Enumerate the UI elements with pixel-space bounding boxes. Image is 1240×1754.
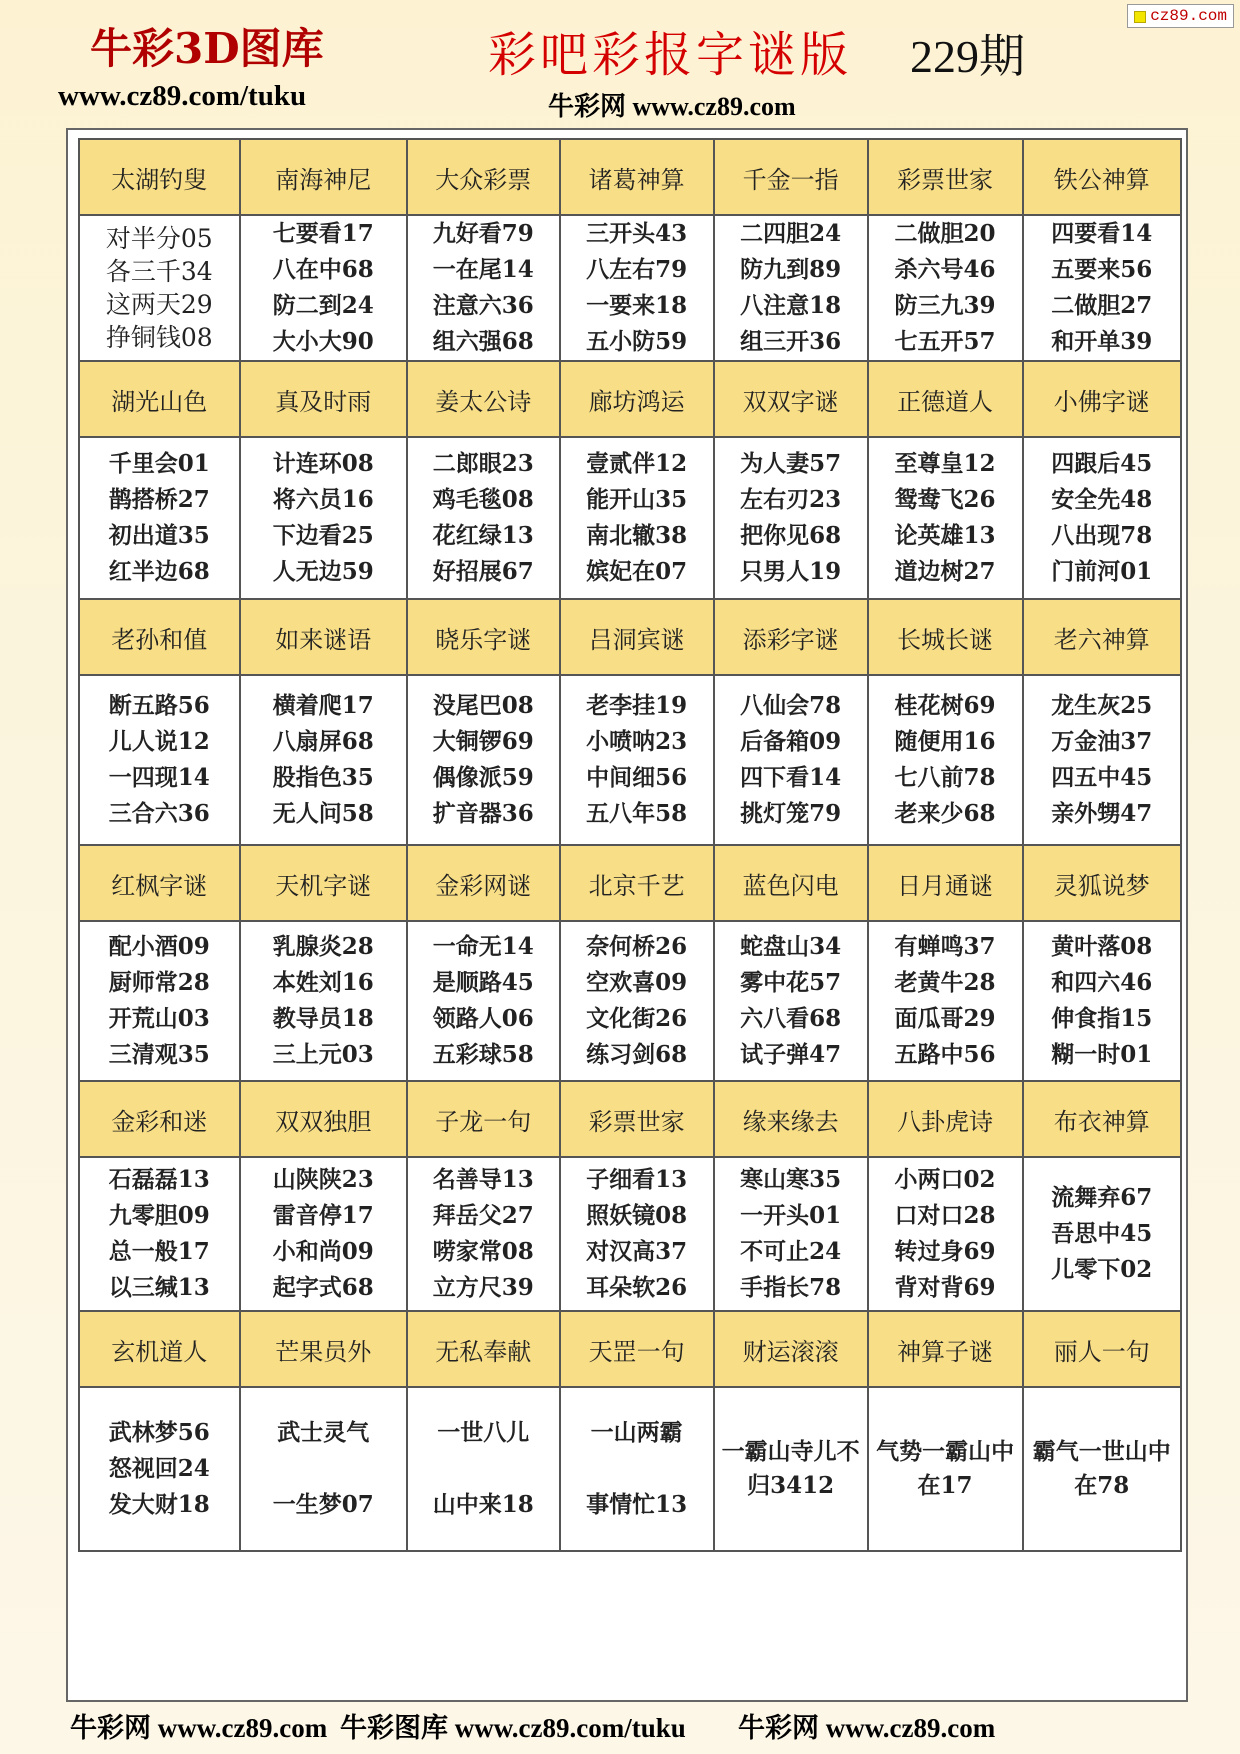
riddle-line: 对半分05 — [105, 224, 213, 253]
brand-url-link[interactable]: www.cz89.com/tuku — [58, 80, 307, 112]
riddle-line: 鹊搭桥27 — [108, 486, 210, 513]
column-header: 灵狐说梦 — [1023, 845, 1181, 921]
footer-link-left[interactable]: 牛彩网 www.cz89.com — [70, 1713, 328, 1743]
riddle-cell — [560, 675, 714, 845]
riddle-line: 配小酒09 — [108, 933, 210, 960]
riddle-line: 组三开36 — [740, 328, 842, 355]
riddle-line: 武士灵气 — [277, 1419, 370, 1446]
riddle-cell — [240, 1157, 407, 1311]
riddle-cell — [79, 675, 240, 845]
riddle-line: 安全先48 — [1051, 486, 1153, 513]
riddle-line: 南北辙38 — [586, 522, 688, 549]
column-header: 双双独胆 — [240, 1081, 407, 1157]
riddle-line: 一霸山寺儿不归3412 — [721, 1438, 860, 1499]
column-header: 晓乐字谜 — [407, 599, 560, 675]
riddle-line: 二四胆24 — [740, 220, 842, 247]
riddle-line: 一山两霸 — [590, 1419, 683, 1446]
riddle-line: 扩音器36 — [432, 800, 534, 827]
riddle-line: 横着爬17 — [272, 692, 374, 719]
riddle-cell — [1023, 1387, 1181, 1551]
riddle-cell — [79, 1387, 240, 1551]
riddle-line: 无人问58 — [272, 800, 374, 827]
riddle-line: 一在尾14 — [432, 256, 534, 283]
column-header: 彩票世家 — [560, 1081, 714, 1157]
riddle-line: 五八年58 — [586, 800, 688, 827]
riddle-cell — [868, 437, 1023, 599]
riddle-cell — [868, 675, 1023, 845]
column-header: 芒果员外 — [240, 1311, 407, 1387]
riddle-line: 大小大90 — [272, 328, 374, 355]
column-header: 小佛字谜 — [1023, 361, 1181, 437]
cell-spacer — [408, 1451, 559, 1487]
riddle-line: 事情忙13 — [586, 1491, 688, 1518]
riddle-line: 老黄牛28 — [894, 969, 996, 996]
riddle-line: 八出现78 — [1051, 522, 1153, 549]
riddle-line: 三开头43 — [586, 220, 688, 247]
column-header: 长城长谜 — [868, 599, 1023, 675]
riddle-line: 儿人说12 — [108, 728, 210, 755]
riddle-line: 小两口02 — [894, 1166, 996, 1193]
riddle-line: 老李挂19 — [586, 692, 688, 719]
riddle-cell — [714, 437, 868, 599]
riddle-line: 起字式68 — [272, 1274, 374, 1301]
riddle-cell — [868, 215, 1023, 361]
riddle-line: 吾思中45 — [1051, 1220, 1153, 1247]
column-header: 大众彩票 — [407, 139, 560, 215]
riddle-line: 下边看25 — [272, 522, 374, 549]
riddle-line: 鸡毛毯08 — [432, 486, 534, 513]
riddle-line: 开荒山03 — [108, 1005, 210, 1032]
riddle-cell — [868, 921, 1023, 1081]
riddle-cell — [1023, 921, 1181, 1081]
column-header: 诸葛神算 — [560, 139, 714, 215]
riddle-line: 子细看13 — [586, 1166, 688, 1193]
riddle-line: 山陕陕23 — [272, 1166, 374, 1193]
column-header: 吕洞宾谜 — [560, 599, 714, 675]
content-row — [79, 1157, 1181, 1311]
riddle-cell — [1023, 675, 1181, 845]
riddle-line: 一命无14 — [432, 933, 534, 960]
header-row — [79, 1081, 1181, 1157]
column-header: 真及时雨 — [240, 361, 407, 437]
riddle-cell — [79, 921, 240, 1081]
riddle-cell — [1023, 1157, 1181, 1311]
column-header: 姜太公诗 — [407, 361, 560, 437]
column-header: 八卦虎诗 — [868, 1081, 1023, 1157]
column-header: 添彩字谜 — [714, 599, 868, 675]
riddle-line: 防二到24 — [272, 292, 374, 319]
column-header: 天罡一句 — [560, 1311, 714, 1387]
riddle-line: 二做胆27 — [1051, 292, 1153, 319]
riddle-line: 一世八儿 — [437, 1419, 530, 1446]
riddle-line: 五彩球58 — [432, 1041, 534, 1068]
column-header: 蓝色闪电 — [714, 845, 868, 921]
riddle-cell — [407, 215, 560, 361]
riddle-cell — [407, 1157, 560, 1311]
cell-spacer — [241, 1451, 406, 1487]
riddle-line: 石磊磊13 — [108, 1166, 210, 1193]
header-row — [79, 845, 1181, 921]
column-header: 金彩网谜 — [407, 845, 560, 921]
riddle-cell — [407, 921, 560, 1081]
riddle-line: 红半边68 — [108, 558, 210, 585]
riddle-line: 蛇盘山34 — [740, 933, 842, 960]
riddle-cell — [560, 215, 714, 361]
riddle-line: 八仙会78 — [740, 692, 842, 719]
riddle-cell — [79, 437, 240, 599]
riddle-line: 七要看17 — [272, 220, 374, 247]
riddle-cell — [240, 921, 407, 1081]
column-header: 彩票世家 — [868, 139, 1023, 215]
riddle-line: 是顺路45 — [432, 969, 534, 996]
riddle-cell — [240, 1387, 407, 1551]
page-title: 彩吧彩报字谜版 — [488, 27, 853, 83]
riddle-line: 拜岳父27 — [432, 1202, 534, 1229]
site-url-link[interactable]: 牛彩网 www.cz89.com — [548, 92, 796, 121]
riddle-cell — [407, 437, 560, 599]
riddle-cell — [560, 437, 714, 599]
riddle-line: 至尊皇12 — [894, 450, 996, 477]
riddle-line: 儿零下02 — [1051, 1256, 1153, 1283]
riddle-line: 一四现14 — [108, 764, 210, 791]
riddle-line: 四下看14 — [740, 764, 842, 791]
riddle-line: 武林梦56 — [108, 1419, 210, 1446]
riddle-line: 把你见68 — [740, 522, 842, 549]
riddle-line: 五路中56 — [894, 1041, 996, 1068]
riddle-line: 雷音停17 — [272, 1202, 374, 1229]
riddle-line: 山中来18 — [432, 1491, 534, 1518]
riddle-line: 以三缄13 — [108, 1274, 210, 1301]
riddle-line: 没尾巴08 — [432, 692, 534, 719]
riddle-line: 糊一时01 — [1051, 1041, 1153, 1068]
riddle-line: 花红绿13 — [432, 522, 534, 549]
column-header: 铁公神算 — [1023, 139, 1181, 215]
riddle-line: 怒视回24 — [108, 1455, 210, 1482]
riddle-cell — [560, 921, 714, 1081]
column-header: 千金一指 — [714, 139, 868, 215]
riddle-line: 万金油37 — [1051, 728, 1153, 755]
riddle-line: 三清观35 — [108, 1041, 210, 1068]
riddle-line: 亲外甥47 — [1051, 800, 1153, 827]
riddle-line: 唠家常08 — [432, 1238, 534, 1265]
riddle-line: 防三九39 — [894, 292, 996, 319]
column-header: 南海神尼 — [240, 139, 407, 215]
riddle-line: 嫔妃在07 — [586, 558, 688, 585]
badge-square-icon — [1134, 11, 1146, 23]
column-header: 老六神算 — [1023, 599, 1181, 675]
riddle-line: 口对口28 — [894, 1202, 996, 1229]
riddle-line: 伸食指15 — [1051, 1005, 1153, 1032]
riddle-cell — [240, 675, 407, 845]
riddle-line: 本姓刘16 — [272, 969, 374, 996]
riddle-line: 老来少68 — [894, 800, 996, 827]
riddle-cell — [714, 1157, 868, 1311]
riddle-line: 龙生灰25 — [1051, 692, 1153, 719]
riddle-line: 七五开57 — [894, 328, 996, 355]
riddle-line: 有蝉鸣37 — [894, 933, 996, 960]
riddle-line: 手指长78 — [740, 1274, 842, 1301]
riddle-line: 鸳鸯飞26 — [894, 486, 996, 513]
column-header: 布衣神算 — [1023, 1081, 1181, 1157]
riddle-cell — [714, 675, 868, 845]
riddle-line: 杀六号46 — [894, 256, 996, 283]
riddle-cell — [560, 1157, 714, 1311]
header-row — [79, 361, 1181, 437]
riddle-line: 三合六36 — [108, 800, 210, 827]
riddle-line: 后备箱09 — [740, 728, 842, 755]
riddle-line: 只男人19 — [740, 558, 842, 585]
content-row — [79, 437, 1181, 599]
riddle-line: 能开山35 — [586, 486, 688, 513]
riddle-line: 文化街26 — [586, 1005, 688, 1032]
riddle-line: 计连环08 — [272, 450, 374, 477]
riddle-line: 左右刃23 — [740, 486, 842, 513]
riddle-line: 道边树27 — [894, 558, 996, 585]
riddle-line: 黄叶落08 — [1051, 933, 1153, 960]
riddle-line: 股指色35 — [272, 764, 374, 791]
riddle-cell — [868, 1387, 1023, 1551]
content-row — [79, 215, 1181, 361]
riddle-line: 小喷呐23 — [586, 728, 688, 755]
column-header: 天机字谜 — [240, 845, 407, 921]
riddle-line: 四要看14 — [1051, 220, 1153, 247]
riddle-line: 四五中45 — [1051, 764, 1153, 791]
column-header: 如来谜语 — [240, 599, 407, 675]
riddle-cell — [240, 215, 407, 361]
column-header: 神算子谜 — [868, 1311, 1023, 1387]
issue-number: 229期 — [910, 31, 1025, 82]
riddle-line: 千里会01 — [108, 450, 210, 477]
riddle-line: 偶像派59 — [432, 764, 534, 791]
riddle-cell — [407, 1387, 560, 1551]
site-badge[interactable] — [1127, 4, 1234, 28]
riddle-line: 乳腺炎28 — [272, 933, 374, 960]
riddle-line: 为人妻57 — [740, 450, 842, 477]
riddle-cell — [1023, 437, 1181, 599]
riddle-line: 桂花树69 — [894, 692, 996, 719]
riddle-line: 九好看79 — [432, 220, 534, 247]
riddle-line: 人无边59 — [272, 558, 374, 585]
column-header: 无私奉献 — [407, 1311, 560, 1387]
riddle-line: 练习剑68 — [586, 1041, 688, 1068]
riddle-cell — [407, 675, 560, 845]
riddle-line: 八扇屏68 — [272, 728, 374, 755]
riddle-line: 领路人06 — [432, 1005, 534, 1032]
riddle-line: 大铜锣69 — [432, 728, 534, 755]
riddle-line: 四跟后45 — [1051, 450, 1153, 477]
riddle-cell — [1023, 215, 1181, 361]
riddle-line: 一要来18 — [586, 292, 688, 319]
riddle-line: 寒山寒35 — [740, 1166, 842, 1193]
riddle-line: 门前河01 — [1051, 558, 1153, 585]
riddle-line: 八在中68 — [272, 256, 374, 283]
riddle-line: 背对背69 — [894, 1274, 996, 1301]
riddle-cell — [714, 215, 868, 361]
badge-text: cz89.com — [1150, 7, 1227, 25]
riddle-line: 二郎眼23 — [432, 450, 534, 477]
riddle-line: 五要来56 — [1051, 256, 1153, 283]
riddle-line: 照妖镜08 — [586, 1202, 688, 1229]
riddle-line: 试子弹47 — [740, 1041, 842, 1068]
riddle-cell — [714, 1387, 868, 1551]
riddle-line: 一开头01 — [740, 1202, 842, 1229]
riddle-line: 转过身69 — [894, 1238, 996, 1265]
column-header: 玄机道人 — [79, 1311, 240, 1387]
riddle-line: 五小防59 — [586, 328, 688, 355]
content-row — [79, 675, 1181, 845]
riddle-line: 三上元03 — [272, 1041, 374, 1068]
riddle-line: 挣铜钱08 — [105, 323, 213, 352]
riddle-cell — [79, 215, 240, 361]
riddle-line: 断五路56 — [108, 692, 210, 719]
riddle-line: 二做胆20 — [894, 220, 996, 247]
column-header: 双双字谜 — [714, 361, 868, 437]
riddle-line: 名善导13 — [432, 1166, 534, 1193]
column-header: 太湖钓叟 — [79, 139, 240, 215]
column-header: 湖光山色 — [79, 361, 240, 437]
column-header: 北京千艺 — [560, 845, 714, 921]
riddle-line: 小和尚09 — [272, 1238, 374, 1265]
column-header: 子龙一句 — [407, 1081, 560, 1157]
header-row — [79, 1311, 1181, 1387]
riddle-line: 八注意18 — [740, 292, 842, 319]
riddle-line: 七八前78 — [894, 764, 996, 791]
riddle-line: 不可止24 — [740, 1238, 842, 1265]
riddle-line: 对汉高37 — [586, 1238, 688, 1265]
riddle-cell — [868, 1157, 1023, 1311]
column-header: 红枫字谜 — [79, 845, 240, 921]
riddle-board — [66, 128, 1188, 1702]
riddle-line: 随便用16 — [894, 728, 996, 755]
riddle-line: 耳朵软26 — [586, 1274, 688, 1301]
riddle-line: 论英雄13 — [894, 522, 996, 549]
column-header: 缘来缘去 — [714, 1081, 868, 1157]
riddle-line: 面瓜哥29 — [894, 1005, 996, 1032]
column-header: 正德道人 — [868, 361, 1023, 437]
riddle-line: 组六强68 — [432, 328, 534, 355]
riddle-line: 好招展67 — [432, 558, 534, 585]
riddle-line: 和开单39 — [1051, 328, 1153, 355]
riddle-line: 初出道35 — [108, 522, 210, 549]
column-header: 日月通谜 — [868, 845, 1023, 921]
column-header: 财运滚滚 — [714, 1311, 868, 1387]
riddle-line: 注意六36 — [432, 292, 534, 319]
riddle-line: 雾中花57 — [740, 969, 842, 996]
column-header: 金彩和迷 — [79, 1081, 240, 1157]
riddle-line: 流舞弃67 — [1051, 1184, 1153, 1211]
riddle-line: 防九到89 — [740, 256, 842, 283]
header-row — [79, 139, 1181, 215]
riddle-line: 一生梦07 — [272, 1491, 374, 1518]
riddle-line: 立方尺39 — [432, 1274, 534, 1301]
brand-title: 牛彩3D图库 — [90, 24, 324, 73]
riddle-line: 八左右79 — [586, 256, 688, 283]
riddle-line: 奈何桥26 — [586, 933, 688, 960]
riddle-line: 这两天29 — [105, 290, 213, 319]
column-header: 廊坊鸿运 — [560, 361, 714, 437]
riddle-line: 挑灯笼79 — [740, 800, 842, 827]
riddle-cell — [79, 1157, 240, 1311]
riddle-line: 将六员16 — [272, 486, 374, 513]
riddle-table — [78, 138, 1182, 1552]
riddle-cell — [240, 437, 407, 599]
riddle-line: 霸气一世山中在78 — [1032, 1438, 1171, 1499]
riddle-line: 九零胆09 — [108, 1202, 210, 1229]
riddle-line: 壹贰伴12 — [586, 450, 688, 477]
riddle-line: 各三千34 — [105, 257, 213, 286]
riddle-line: 气势一霸山中在17 — [876, 1438, 1015, 1499]
content-row — [79, 1387, 1181, 1551]
footer-link-middle[interactable]: 牛彩图库 www.cz89.com/tuku — [340, 1713, 686, 1743]
riddle-line: 空欢喜09 — [586, 969, 688, 996]
riddle-line: 中间细56 — [586, 764, 688, 791]
riddle-line: 教导员18 — [272, 1005, 374, 1032]
cell-spacer — [561, 1451, 713, 1487]
riddle-line: 六八看68 — [740, 1005, 842, 1032]
riddle-cell — [714, 921, 868, 1081]
riddle-line: 发大财18 — [108, 1491, 210, 1518]
riddle-line: 厨师常28 — [108, 969, 210, 996]
header-row — [79, 599, 1181, 675]
riddle-line: 和四六46 — [1051, 969, 1153, 996]
content-row — [79, 921, 1181, 1081]
column-header: 丽人一句 — [1023, 1311, 1181, 1387]
footer-link-right[interactable]: 牛彩网 www.cz89.com — [738, 1713, 996, 1743]
riddle-line: 总一般17 — [108, 1238, 210, 1265]
riddle-cell — [560, 1387, 714, 1551]
column-header: 老孙和值 — [79, 599, 240, 675]
